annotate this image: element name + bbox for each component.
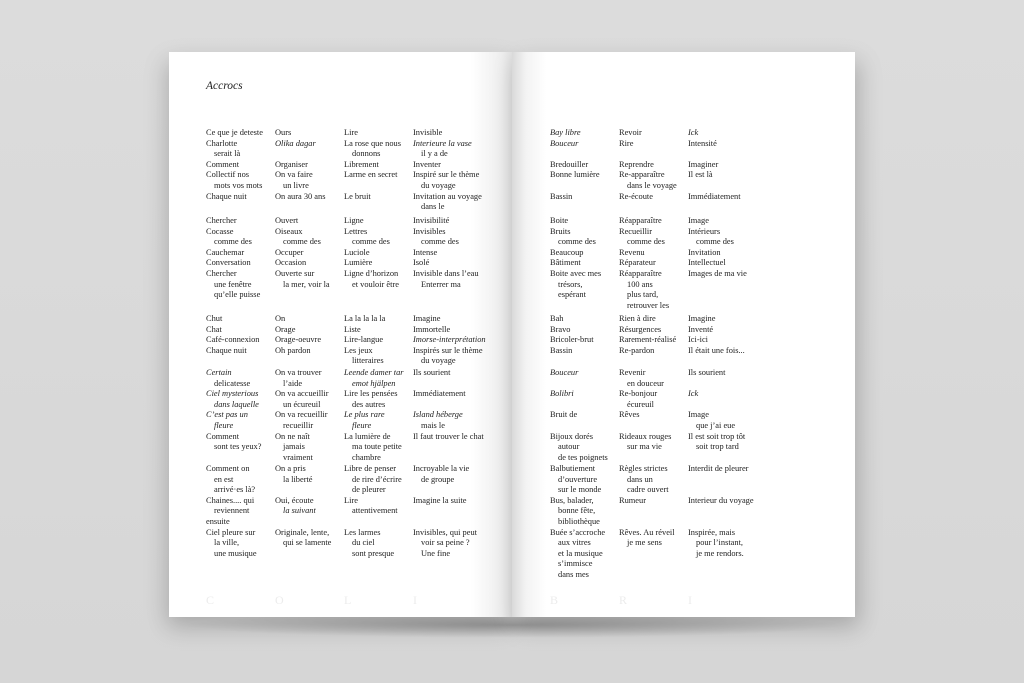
- word-line: [413, 400, 484, 411]
- word-line: Ils sourient: [413, 368, 451, 377]
- word-cell: [619, 368, 671, 453]
- word-line: Rien à dire: [619, 314, 656, 323]
- word-line: C’est pas un: [206, 410, 248, 420]
- word-line: qu’elle puisse: [214, 290, 261, 300]
- word-line: Ligne d’horizon: [344, 268, 399, 278]
- word-line: comme des: [214, 237, 252, 247]
- word-line: [619, 421, 671, 432]
- word-line: Réapparaître: [619, 216, 662, 225]
- word-line: Invisible: [413, 128, 443, 137]
- word-line: espérant: [558, 290, 586, 300]
- word-line: Librement: [344, 159, 379, 169]
- word-line: Bricoler-brut: [550, 335, 594, 345]
- word-line: dans laquelle: [214, 399, 259, 409]
- word-line: du ciel: [352, 538, 375, 548]
- word-line: [619, 517, 675, 528]
- word-cell: [206, 128, 263, 202]
- word-line: donnons: [352, 149, 381, 159]
- word-line: Bolibri: [550, 389, 574, 399]
- word-cell: [550, 314, 594, 356]
- word-cell: [413, 128, 482, 213]
- word-line: Balbutiement: [550, 464, 596, 473]
- word-line: Imagine: [688, 314, 716, 323]
- word-line: Inspirés sur le thème: [413, 345, 483, 355]
- word-line: [275, 485, 331, 496]
- word-cell: [619, 314, 676, 356]
- word-line: Les larmes: [344, 527, 381, 537]
- word-cell: [550, 464, 605, 581]
- word-line: Buée s’accroche: [550, 527, 606, 537]
- word-line: Bus, balader,: [550, 495, 594, 505]
- word-line: Intensité: [688, 138, 717, 148]
- word-line: [688, 181, 741, 192]
- word-line: Occasion: [275, 258, 307, 268]
- word-line: Ce que je deteste: [206, 128, 263, 137]
- word-cell: [206, 216, 260, 301]
- word-line: sur ma vie: [627, 442, 662, 452]
- word-line: Rumeur: [619, 495, 646, 505]
- word-line: de rire d’écrire: [352, 474, 402, 484]
- word-line: Bâtiment: [550, 258, 581, 268]
- footer-letter: I: [688, 593, 693, 607]
- word-line: [550, 379, 608, 390]
- word-line: Interdit de pleurer: [688, 464, 749, 473]
- word-line: La rose que nous: [344, 138, 401, 148]
- word-line: Imagine: [413, 314, 441, 323]
- word-line: [688, 506, 754, 517]
- word-line: [413, 506, 477, 517]
- word-line: Reprendre: [619, 159, 654, 169]
- word-line: [619, 149, 677, 160]
- word-line: Lire: [344, 495, 358, 505]
- word-line: Ouverte sur: [275, 268, 315, 278]
- word-line: [550, 421, 608, 432]
- word-line: Bouceur: [550, 138, 579, 148]
- word-line: [688, 149, 741, 160]
- word-cell: [413, 368, 484, 442]
- word-line: arrivé·es là?: [214, 485, 256, 495]
- word-cell: [275, 128, 325, 202]
- word-line: Intérieurs: [688, 226, 721, 236]
- word-line: Bonne lumière: [550, 170, 600, 180]
- word-line: Beaucoup: [550, 247, 584, 257]
- word-line: Orage: [275, 324, 296, 334]
- word-line: d’ouverture: [558, 474, 598, 484]
- word-line: jamais: [283, 442, 305, 452]
- word-line: Rêves: [619, 410, 640, 420]
- word-line: [688, 400, 745, 411]
- word-line: sont tes yeux?: [214, 442, 262, 452]
- word-line: la ville,: [214, 538, 240, 548]
- word-line: Rire: [619, 138, 634, 148]
- word-line: attentivement: [352, 506, 398, 516]
- word-line: Lire: [344, 128, 358, 137]
- word-line: La lumière de: [344, 431, 391, 441]
- word-line: Il est soit trop tôt: [688, 431, 746, 441]
- word-cell: [206, 314, 260, 356]
- right-page: [512, 52, 855, 617]
- word-line: chambre: [352, 452, 381, 462]
- word-line: Boite: [550, 216, 569, 225]
- word-line: On: [275, 314, 286, 323]
- word-line: comme des: [421, 237, 459, 247]
- word-line: cadre ouvert: [627, 485, 669, 495]
- word-line: [413, 379, 484, 390]
- word-cell: [206, 368, 261, 453]
- word-line: il y a de: [421, 149, 448, 159]
- word-line: la mer, voir la: [283, 279, 330, 289]
- page-title: Accrocs: [206, 80, 243, 92]
- word-line: comme des: [283, 237, 321, 247]
- word-line: recueillir: [283, 420, 314, 430]
- word-line: Les jeux: [344, 345, 373, 355]
- word-line: Résurgences: [619, 324, 662, 334]
- word-line: [344, 517, 402, 528]
- word-line: Comment on: [206, 464, 250, 473]
- word-line: de tes poignets: [558, 452, 608, 462]
- word-line: soit trop tard: [696, 442, 739, 452]
- word-line: Immédiatement: [413, 389, 466, 399]
- word-cell: [619, 464, 675, 549]
- word-line: Revenir: [619, 368, 646, 377]
- word-line: Interieure la vase: [413, 138, 472, 148]
- word-line: On va accueillir: [275, 389, 329, 399]
- word-line: trésors,: [558, 279, 583, 289]
- word-line: Il était une fois...: [688, 345, 745, 355]
- word-line: dans le: [421, 202, 445, 212]
- word-line: Lire les pensées: [344, 389, 398, 399]
- word-cell: [275, 314, 321, 356]
- word-line: Originale, lente,: [275, 527, 330, 537]
- word-line: Bassin: [550, 345, 573, 355]
- word-line: On va faire: [275, 170, 313, 180]
- word-line: Règles strictes: [619, 464, 668, 473]
- word-line: Lumière: [344, 258, 373, 268]
- word-line: Image: [688, 216, 709, 225]
- word-line: [550, 400, 608, 411]
- word-line: mots vos mots: [214, 180, 263, 190]
- word-line: Bredouiller: [550, 159, 589, 169]
- footer-letter: I: [413, 593, 418, 607]
- word-line: bonne fête,: [558, 506, 596, 516]
- word-line: Comment: [206, 159, 240, 169]
- word-line: Isolé: [413, 258, 430, 268]
- word-line: Chaines.... qui: [206, 495, 255, 505]
- word-line: [688, 475, 754, 486]
- word-line: Chut: [206, 314, 223, 323]
- word-line: Bay libre: [550, 128, 581, 137]
- word-line: Interieur du voyage: [688, 495, 754, 505]
- word-line: des autres: [352, 399, 386, 409]
- word-line: [688, 485, 754, 496]
- word-line: Occuper: [275, 247, 304, 257]
- word-line: dans le voyage: [627, 180, 677, 190]
- word-line: Luciole: [344, 247, 370, 257]
- word-line: Bijoux dorés: [550, 431, 594, 441]
- word-cell: [688, 216, 747, 280]
- word-line: en douceur: [627, 378, 664, 388]
- word-line: Charlotte: [206, 138, 238, 148]
- word-cell: [619, 128, 677, 202]
- word-line: litteraires: [352, 356, 384, 366]
- word-line: Lettres: [344, 226, 368, 236]
- word-line: Orage-oeuvre: [275, 335, 322, 345]
- word-line: fleure: [214, 420, 234, 430]
- word-line: On va recueillir: [275, 410, 328, 420]
- word-line: Rêves. Au réveil: [619, 527, 675, 537]
- word-line: de pleurer: [352, 485, 386, 495]
- word-line: Comment: [206, 431, 240, 441]
- word-line: Bassin: [550, 191, 573, 201]
- footer-letter: R: [619, 593, 629, 607]
- word-line: Le bruit: [344, 191, 371, 201]
- word-line: 100 ans: [627, 279, 653, 289]
- word-line: voir sa peine ?: [421, 538, 470, 548]
- left-page: [169, 52, 512, 617]
- word-line: la suivant: [283, 506, 316, 516]
- word-line: que j’ai eue: [696, 420, 736, 430]
- word-line: une musique: [214, 548, 257, 558]
- word-line: Immédiatement: [688, 191, 741, 201]
- word-line: Bouceur: [550, 368, 579, 377]
- word-line: Certain: [206, 368, 232, 377]
- word-line: Immortelle: [413, 324, 451, 334]
- word-line: [275, 517, 331, 528]
- word-line: Libre de penser: [344, 464, 397, 473]
- word-line: Ick: [688, 128, 699, 137]
- word-line: Re-bonjour: [619, 389, 658, 399]
- word-line: fleure: [352, 420, 372, 430]
- word-line: Image: [688, 410, 709, 420]
- word-line: Bruits: [550, 226, 571, 236]
- word-line: [413, 485, 477, 496]
- word-line: [550, 149, 600, 160]
- word-line: Re-apparaître: [619, 170, 665, 180]
- word-line: dans mes: [558, 569, 589, 579]
- word-line: sont presque: [352, 548, 395, 558]
- word-line: Chercher: [206, 268, 237, 278]
- word-line: du voyage: [421, 356, 456, 366]
- word-line: Chaque nuit: [206, 345, 247, 355]
- word-line: emot hjälpen: [352, 378, 396, 388]
- word-cell: [688, 368, 745, 453]
- word-line: autour: [558, 442, 580, 452]
- word-line: je me rendors.: [696, 548, 744, 558]
- word-line: Invitation: [688, 247, 721, 257]
- word-line: [275, 149, 325, 160]
- word-line: La la la la la: [344, 314, 386, 323]
- word-line: sur le monde: [558, 485, 602, 495]
- word-line: l’aide: [283, 378, 303, 388]
- word-line: Conversation: [206, 258, 251, 268]
- word-line: Organiser: [275, 159, 308, 169]
- word-line: Enterrer ma: [421, 279, 461, 289]
- word-line: retrouver les: [627, 300, 670, 310]
- word-line: et vouloir être: [352, 279, 399, 289]
- word-line: [344, 181, 401, 192]
- word-line: Images de ma vie: [688, 268, 747, 278]
- word-line: Invisible dans l’eau: [413, 268, 479, 278]
- word-line: Revoir: [619, 128, 642, 137]
- word-line: Chaque nuit: [206, 191, 247, 201]
- word-line: qui se lamente: [283, 538, 332, 548]
- word-line: ensuite: [206, 516, 230, 526]
- word-line: comme des: [696, 237, 734, 247]
- word-line: Oh pardon: [275, 345, 311, 355]
- footer-letter: O: [275, 593, 285, 607]
- word-line: Re-pardon: [619, 345, 655, 355]
- word-line: Réparateur: [619, 258, 656, 268]
- word-cell: [275, 216, 330, 290]
- word-line: Intense: [413, 247, 438, 257]
- word-line: Cauchemar: [206, 247, 245, 257]
- word-line: Lire-langue: [344, 335, 384, 345]
- word-line: On ne naît: [275, 431, 310, 441]
- word-line: comme des: [558, 237, 596, 247]
- word-cell: [413, 314, 486, 367]
- word-cell: [688, 464, 754, 559]
- word-line: Réapparaître: [619, 268, 662, 278]
- word-line: Ours: [275, 128, 292, 137]
- word-line: Rarement-réalisé: [619, 335, 677, 345]
- word-line: Invisibles: [413, 226, 446, 236]
- word-cell: [344, 128, 401, 202]
- word-line: Inventer: [413, 159, 441, 169]
- word-line: dans un: [627, 474, 653, 484]
- word-cell: [550, 128, 600, 202]
- word-line: Olika dagar: [275, 138, 316, 148]
- word-line: [688, 517, 754, 528]
- word-line: s’immisce: [558, 559, 593, 569]
- word-cell: [550, 216, 601, 301]
- word-line: plus tard,: [627, 290, 659, 300]
- word-line: et la musique: [558, 548, 603, 558]
- word-cell: [275, 464, 331, 549]
- word-cell: [344, 216, 399, 290]
- word-cell: [344, 464, 402, 559]
- word-line: je me sens: [627, 538, 662, 548]
- word-cell: [413, 216, 479, 290]
- footer-letter: L: [344, 593, 353, 607]
- word-line: Imorse-interprétation: [413, 335, 486, 345]
- word-line: On va trouver: [275, 368, 322, 377]
- word-line: Re-écoute: [619, 191, 653, 201]
- word-line: Imaginer: [688, 159, 719, 169]
- word-line: delicatesse: [214, 378, 251, 388]
- word-line: pour l’instant,: [696, 538, 743, 548]
- word-line: Inspiré sur le thème: [413, 170, 480, 180]
- word-line: Ligne: [344, 216, 364, 225]
- word-line: Rideaux rouges: [619, 431, 672, 441]
- word-line: Oui, écoute: [275, 495, 314, 505]
- word-line: Ick: [688, 389, 699, 399]
- word-line: Il faut trouver le chat: [413, 431, 484, 441]
- word-line: Leende damer tar: [344, 368, 404, 377]
- word-line: la liberté: [283, 474, 313, 484]
- word-line: Invisibilité: [413, 216, 450, 225]
- word-line: Il est là: [688, 170, 713, 180]
- word-line: Ciel mysterious: [206, 389, 259, 399]
- word-cell: [688, 314, 745, 356]
- word-line: Invisibles, qui peut: [413, 527, 477, 537]
- word-line: Chercher: [206, 216, 237, 225]
- word-cell: [619, 216, 669, 311]
- word-line: Island héberge: [413, 410, 463, 420]
- word-line: comme des: [352, 237, 390, 247]
- word-line: comme des: [627, 237, 665, 247]
- word-line: [688, 379, 745, 390]
- word-line: On aura 30 ans: [275, 191, 326, 201]
- word-cell: [275, 368, 328, 463]
- word-line: Le plus rare: [344, 410, 385, 420]
- word-line: Ici-ici: [688, 335, 708, 345]
- word-line: Recueillir: [619, 226, 653, 236]
- footer-letter: C: [206, 593, 216, 607]
- word-line: un livre: [283, 180, 309, 190]
- word-line: Ciel pleure sur: [206, 527, 256, 537]
- word-line: Café-connexion: [206, 335, 260, 345]
- word-line: Larme en secret: [344, 170, 398, 180]
- word-line: reviennent: [214, 506, 250, 516]
- word-line: Bravo: [550, 324, 571, 334]
- word-line: [550, 181, 600, 192]
- word-line: un écureuil: [283, 399, 321, 409]
- word-line: Bah: [550, 314, 564, 323]
- word-line: Une fine: [421, 548, 451, 558]
- word-line: Collectif nos: [206, 170, 250, 180]
- word-cell: [413, 464, 477, 559]
- word-line: en est: [214, 474, 234, 484]
- word-line: Bruit de: [550, 410, 578, 420]
- word-line: Incroyable la vie: [413, 464, 470, 473]
- word-cell: [550, 368, 608, 463]
- word-line: Inventé: [688, 324, 714, 334]
- word-line: bibliothèque: [558, 516, 600, 526]
- word-line: Invitation au voyage: [413, 191, 482, 201]
- footer-letter: B: [550, 593, 560, 607]
- word-line: Boite avec mes: [550, 268, 602, 278]
- word-line: Ils sourient: [688, 368, 726, 377]
- word-line: Cocasse: [206, 226, 234, 236]
- word-line: ma toute petite: [352, 442, 402, 452]
- word-line: Ouvert: [275, 216, 299, 225]
- word-line: Imagine la suite: [413, 495, 467, 505]
- word-line: de groupe: [421, 474, 455, 484]
- word-line: Revenu: [619, 247, 645, 257]
- word-line: [619, 506, 675, 517]
- word-line: Inspirée, mais: [688, 527, 735, 537]
- word-line: On a pris: [275, 464, 306, 473]
- word-line: Liste: [344, 324, 361, 334]
- word-line: du voyage: [421, 180, 456, 190]
- word-line: serait là: [214, 149, 241, 159]
- word-line: vraiment: [283, 452, 313, 462]
- word-line: Oiseaux: [275, 226, 303, 236]
- word-line: aux vitres: [558, 538, 591, 548]
- word-line: écureuil: [627, 399, 654, 409]
- word-cell: [206, 464, 257, 559]
- word-cell: [688, 128, 741, 202]
- word-line: une fenêtre: [214, 279, 252, 289]
- word-cell: [344, 314, 385, 367]
- word-line: Intellectuel: [688, 258, 726, 268]
- word-line: mais le: [421, 420, 445, 430]
- word-line: [413, 517, 477, 528]
- word-line: Chat: [206, 324, 222, 334]
- word-cell: [344, 368, 404, 463]
